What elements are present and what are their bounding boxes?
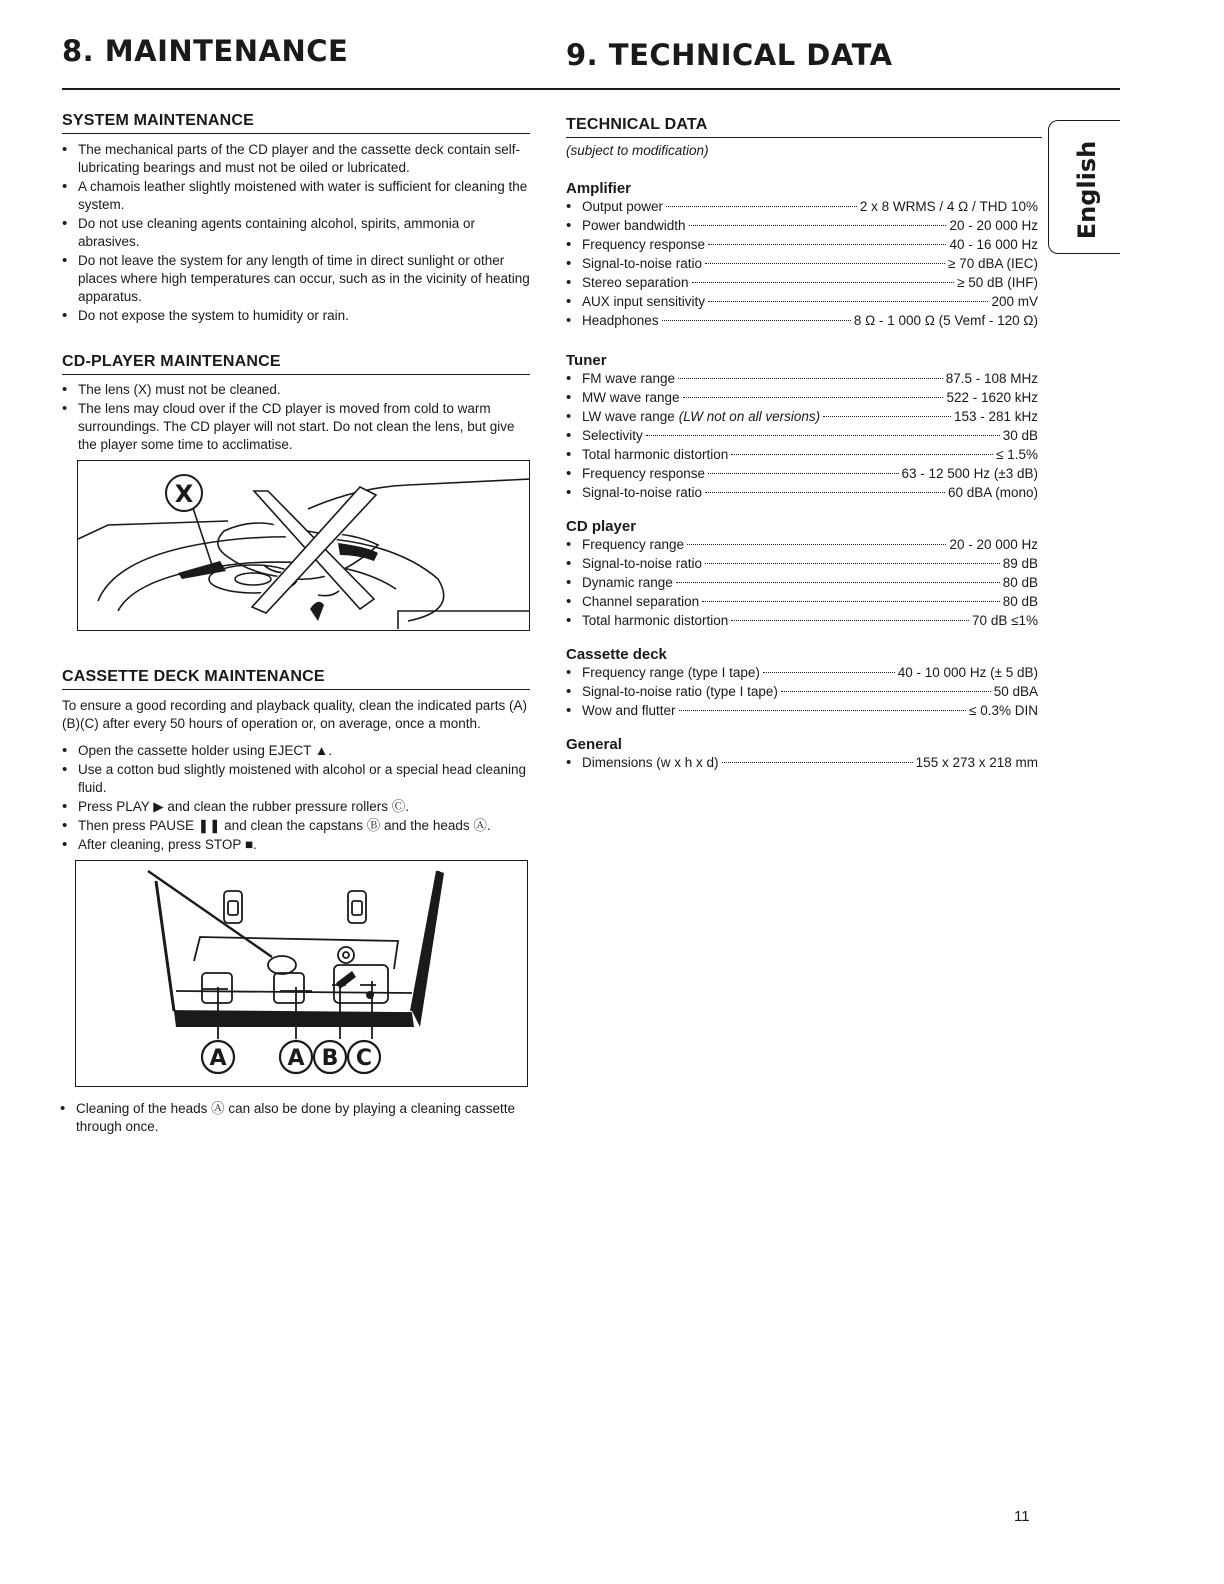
spec-row bbox=[566, 388, 1038, 407]
spec-value: 2 x 8 WRMS / 4 Ω / THD 10% bbox=[859, 199, 1038, 214]
spec-value: 522 - 1620 kHz bbox=[946, 390, 1038, 405]
bullet-icon: • bbox=[566, 754, 572, 771]
cassette-footer-list bbox=[60, 1100, 530, 1136]
spec-row bbox=[566, 535, 1038, 554]
spec-label: Headphones bbox=[582, 313, 659, 328]
page-number: 11 bbox=[1014, 1508, 1030, 1525]
bullet-icon: • bbox=[566, 465, 572, 482]
spec-value: 60 dBA (mono) bbox=[947, 485, 1038, 500]
bullet-icon: • bbox=[566, 593, 572, 610]
dot-leader bbox=[722, 761, 913, 763]
title-divider bbox=[62, 88, 1120, 90]
dot-leader bbox=[702, 600, 1000, 602]
dot-leader bbox=[731, 453, 993, 455]
spec-label: Frequency response bbox=[582, 237, 706, 252]
bullet-icon: • bbox=[566, 702, 572, 719]
system-heading-rule bbox=[62, 133, 530, 134]
spec-value: 80 dB bbox=[1002, 594, 1038, 609]
spec-label: Signal-to-noise ratio bbox=[582, 485, 703, 500]
cd-player-maintenance-heading: CD-PLAYER MAINTENANCE bbox=[62, 353, 281, 370]
spec-value: 80 dB bbox=[1002, 575, 1038, 590]
spec-row bbox=[566, 663, 1038, 682]
spec-row bbox=[566, 311, 1038, 330]
spec-group bbox=[566, 736, 1042, 772]
spec-row bbox=[566, 682, 1038, 701]
lens-label: X bbox=[174, 480, 194, 508]
spec-label: Frequency range bbox=[582, 537, 685, 552]
spec-row bbox=[566, 445, 1038, 464]
list-item: • Do not expose the system to humidity or rain. bbox=[62, 307, 532, 325]
list-item: • The lens may cloud over if the CD player is moved from cold to warm surroundings. The CD player will not start. Do not clean the lens, but give the player some time to acclimatise. bbox=[62, 400, 532, 454]
head-label-a2: A bbox=[287, 1046, 305, 1071]
spec-row bbox=[566, 753, 1038, 772]
cassette-intro-text: To ensure a good recording and playback quality, clean the indicated parts (A)(B)(C) after every 50 hours of operation or, on average, once a month. bbox=[62, 698, 528, 731]
cassette-deck-drawing bbox=[76, 861, 528, 1087]
cassette-maintenance-list bbox=[62, 742, 532, 854]
spec-label: Dimensions (w x h x d) bbox=[582, 755, 719, 770]
dot-leader bbox=[683, 396, 944, 398]
spec-row bbox=[566, 235, 1038, 254]
spec-value: 30 dB bbox=[1002, 428, 1038, 443]
spec-row bbox=[566, 573, 1038, 592]
dot-leader bbox=[823, 415, 951, 417]
spec-label: MW wave range bbox=[582, 390, 680, 405]
spec-value: 8 Ω - 1 000 Ω (5 Vemf - 120 Ω) bbox=[853, 313, 1038, 328]
dot-leader bbox=[676, 581, 1000, 583]
list-item: • The mechanical parts of the CD player and the cassette deck contain self-lubricating bearings and must not be oiled or lubricated. bbox=[62, 141, 532, 177]
list-item: • Then press PAUSE ❚❚ and clean the capstans Ⓑ and the heads Ⓐ. bbox=[62, 817, 532, 835]
bullet-icon: • bbox=[566, 612, 572, 629]
maintenance-chapter-title: 8. MAINTENANCE bbox=[62, 34, 349, 68]
bullet-icon: • bbox=[566, 198, 572, 215]
spec-label: LW wave range bbox=[582, 409, 675, 424]
bullet-icon: • bbox=[566, 312, 572, 329]
spec-value: 40 - 16 000 Hz bbox=[949, 237, 1038, 252]
spec-label: Total harmonic distortion bbox=[582, 613, 729, 628]
spec-group-title: Tuner bbox=[566, 352, 607, 369]
bullet-icon: • bbox=[566, 574, 572, 591]
spec-group-title: General bbox=[566, 736, 622, 753]
spec-row bbox=[566, 426, 1038, 445]
list-item: • The lens (X) must not be cleaned. bbox=[62, 381, 532, 399]
dot-leader bbox=[689, 224, 947, 226]
spec-label: Power bandwidth bbox=[582, 218, 686, 233]
spec-label: Output power bbox=[582, 199, 664, 214]
list-item: • Do not use cleaning agents containing alcohol, spirits, ammonia or abrasives. bbox=[62, 215, 532, 251]
spec-value: 63 - 12 500 Hz (±3 dB) bbox=[901, 466, 1038, 481]
list-item: • After cleaning, press STOP ■. bbox=[62, 836, 532, 854]
bullet-icon: • bbox=[566, 236, 572, 253]
spec-row bbox=[566, 292, 1038, 311]
spec-label: Channel separation bbox=[582, 594, 700, 609]
list-item: • Do not leave the system for any length of time in direct sunlight or other places where high temperatures can occur, such as in the vicinity of heating apparatus. bbox=[62, 252, 532, 306]
bullet-icon: • bbox=[566, 389, 572, 406]
spec-value: 155 x 273 x 218 mm bbox=[915, 755, 1038, 770]
dot-leader bbox=[692, 281, 954, 283]
capstan-label-b: B bbox=[321, 1046, 339, 1071]
spec-value: ≤ 0.3% DIN bbox=[969, 703, 1038, 718]
dot-leader bbox=[708, 243, 946, 245]
list-item: • Open the cassette holder using EJECT ▲. bbox=[62, 742, 532, 760]
spec-label: Wow and flutter bbox=[582, 703, 676, 718]
bullet-icon: • bbox=[566, 446, 572, 463]
spec-row bbox=[566, 483, 1038, 502]
cd-lens-drawing bbox=[78, 461, 530, 631]
technical-data-chapter-title: 9. TECHNICAL DATA bbox=[566, 38, 893, 72]
spec-value: 200 mV bbox=[991, 294, 1038, 309]
dot-leader bbox=[705, 562, 1000, 564]
spec-value: 70 dB ≤1% bbox=[972, 613, 1038, 628]
bullet-icon: • bbox=[566, 274, 572, 291]
cassette-deck-illustration bbox=[75, 860, 528, 1087]
spec-label: Stereo separation bbox=[582, 275, 689, 290]
bullet-icon: • bbox=[566, 293, 572, 310]
cd-player-maintenance-list bbox=[62, 381, 532, 454]
list-item: • Cleaning of the heads Ⓐ can also be done by playing a cleaning cassette through once. bbox=[60, 1100, 530, 1136]
cassette-heading-rule bbox=[62, 689, 530, 690]
spec-note: (LW not on all versions) bbox=[678, 409, 821, 424]
spec-label: Frequency response bbox=[582, 466, 706, 481]
spec-group-title: Amplifier bbox=[566, 180, 632, 197]
spec-value: 89 dB bbox=[1002, 556, 1038, 571]
spec-value: 40 - 10 000 Hz (± 5 dB) bbox=[897, 665, 1038, 680]
bullet-icon: • bbox=[566, 484, 572, 501]
spec-label: Signal-to-noise ratio (type I tape) bbox=[582, 684, 778, 699]
spec-label: FM wave range bbox=[582, 371, 676, 386]
spec-group-title: Cassette deck bbox=[566, 646, 667, 663]
spec-value: 87.5 - 108 MHz bbox=[945, 371, 1038, 386]
technical-heading-rule bbox=[566, 137, 1042, 138]
spec-label: Frequency range (type I tape) bbox=[582, 665, 760, 680]
spec-row bbox=[566, 701, 1038, 720]
bullet-icon: • bbox=[566, 427, 572, 444]
spec-value: ≤ 1.5% bbox=[996, 447, 1038, 462]
dot-leader bbox=[731, 619, 969, 621]
bullet-icon: • bbox=[566, 536, 572, 553]
spec-value: 153 - 281 kHz bbox=[953, 409, 1038, 424]
spec-row bbox=[566, 464, 1038, 483]
bullet-icon: • bbox=[566, 664, 572, 681]
spec-label: Signal-to-noise ratio bbox=[582, 556, 703, 571]
language-tab-label: English bbox=[1073, 140, 1101, 240]
technical-data-groups bbox=[566, 180, 1042, 772]
dot-leader bbox=[687, 543, 946, 545]
cd-heading-rule bbox=[62, 374, 530, 375]
list-item: • A chamois leather slightly moistened with water is sufficient for cleaning the system. bbox=[62, 178, 532, 214]
system-maintenance-heading: SYSTEM MAINTENANCE bbox=[62, 112, 255, 129]
dot-leader bbox=[705, 491, 945, 493]
spec-group bbox=[566, 180, 1042, 330]
cd-lens-illustration bbox=[77, 460, 530, 631]
spec-row bbox=[566, 369, 1038, 388]
bullet-icon: • bbox=[566, 255, 572, 272]
spec-label: Signal-to-noise ratio bbox=[582, 256, 703, 271]
spec-row bbox=[566, 254, 1038, 273]
dot-leader bbox=[763, 671, 895, 673]
spec-row bbox=[566, 592, 1038, 611]
bullet-icon: • bbox=[566, 683, 572, 700]
dot-leader bbox=[678, 377, 943, 379]
list-item: • Press PLAY ▶ and clean the rubber pressure rollers Ⓒ. bbox=[62, 798, 532, 816]
spec-value: ≥ 70 dBA (IEC) bbox=[948, 256, 1038, 271]
bullet-icon: • bbox=[566, 555, 572, 572]
spec-value: 20 - 20 000 Hz bbox=[949, 537, 1038, 552]
spec-row bbox=[566, 554, 1038, 573]
spec-value: ≥ 50 dB (IHF) bbox=[957, 275, 1038, 290]
spec-group bbox=[566, 352, 1042, 502]
dot-leader bbox=[662, 319, 851, 321]
spec-row bbox=[566, 197, 1038, 216]
spec-label: Dynamic range bbox=[582, 575, 673, 590]
list-item: • Use a cotton bud slightly moistened with alcohol or a special head cleaning fluid. bbox=[62, 761, 532, 797]
bullet-icon: • bbox=[566, 408, 572, 425]
spec-group bbox=[566, 646, 1042, 720]
head-label-a: A bbox=[209, 1046, 227, 1071]
spec-row bbox=[566, 273, 1038, 292]
roller-label-c: C bbox=[355, 1046, 373, 1071]
spec-label: Total harmonic distortion bbox=[582, 447, 729, 462]
bullet-icon: • bbox=[566, 370, 572, 387]
spec-value: 50 dBA bbox=[993, 684, 1038, 699]
spec-label: Selectivity bbox=[582, 428, 643, 443]
bullet-icon: • bbox=[566, 217, 572, 234]
spec-row bbox=[566, 611, 1038, 630]
dot-leader bbox=[781, 690, 991, 692]
dot-leader bbox=[646, 434, 1000, 436]
dot-leader bbox=[679, 709, 967, 711]
dot-leader bbox=[708, 300, 988, 302]
spec-row bbox=[566, 216, 1038, 235]
spec-value: 20 - 20 000 Hz bbox=[949, 218, 1038, 233]
spec-group-title: CD player bbox=[566, 518, 637, 535]
system-maintenance-list bbox=[62, 141, 532, 325]
dot-leader bbox=[705, 262, 945, 264]
cassette-deck-maintenance-heading: CASSETTE DECK MAINTENANCE bbox=[62, 668, 325, 685]
technical-data-subheading: (subject to modification) bbox=[566, 143, 709, 158]
spec-label: AUX input sensitivity bbox=[582, 294, 706, 309]
dot-leader bbox=[666, 205, 857, 207]
spec-row bbox=[566, 407, 1038, 426]
spec-group bbox=[566, 518, 1042, 630]
dot-leader bbox=[708, 472, 898, 474]
technical-data-heading: TECHNICAL DATA bbox=[566, 116, 708, 133]
